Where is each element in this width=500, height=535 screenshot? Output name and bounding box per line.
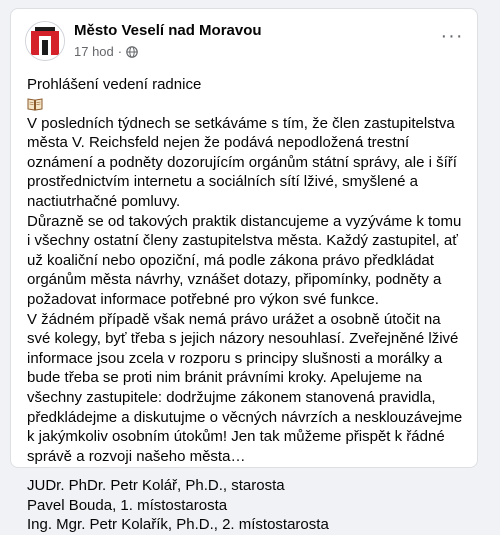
signature-deputy-1: Pavel Bouda, 1. místostarosta [27,496,228,514]
post-body [27,75,467,535]
page-name-link[interactable]: Město Veselí nad Moravou [74,22,262,39]
page-avatar[interactable] [25,21,65,61]
post-card [10,8,478,534]
meta-separator: · [117,44,123,59]
post-time[interactable]: 17 hod [74,44,114,59]
post-meta [74,44,138,59]
signature-mayor: JUDr. PhDr. Petr Kolář, Ph.D., starosta [27,477,285,495]
paragraph-2: Důrazně se od takových praktik distancujeme a vyzýváme k tomu i všechny ostatní členy zastupitelstva města. Každý zastupitel, ať už koaliční nebo opoziční, má podle zákona právo předkládat orgánům města návrhy, vznášet dotazy, připomínky, podněty a požadovat informace potřebné pro výkon své funkce. [27,212,462,308]
paragraph-3: V žádném případě však nemá právo urážet a osobně útočit na své kolegy, byť třeba s jejich názory nesouhlasí. Zveřejněné lživé informace jsou zcela v rozporu s principy slušnosti a morálky a bude třeba se proti nim bránit právními kroky. Apelujeme na všechny zastupitele: dodržujme zákonem stanovená pravidla, předkládejme a diskutujme o věcných návrzích a nesklouzávejme k jakýmkoliv osobním útokům! Jen tak můžeme přispět k řádné správě a rozvoji našeho města… [27,310,463,465]
signature-deputy-2: Ing. Mgr. Petr Kolařík, Ph.D., 2. místostarosta [27,516,329,534]
more-options-button[interactable]: ··· [440,24,464,47]
globe-icon [126,46,138,58]
post-header [25,21,467,65]
city-logo-icon [26,22,64,60]
paragraph-1: V posledních týdnech se setkáváme s tím, že člen zastupitelstva města V. Reichsfeld nejen že podává nepodložená trestní oznámení a podněty dozorujícím orgánům státní správy, ale i šíří prostřednictvím internetu a sociálních sítí lživé, smyšlené a nactiutrhačné pomluvy. [27,114,457,210]
book-icon [27,97,43,111]
post-title: Prohlášení vedení radnice [27,76,202,93]
